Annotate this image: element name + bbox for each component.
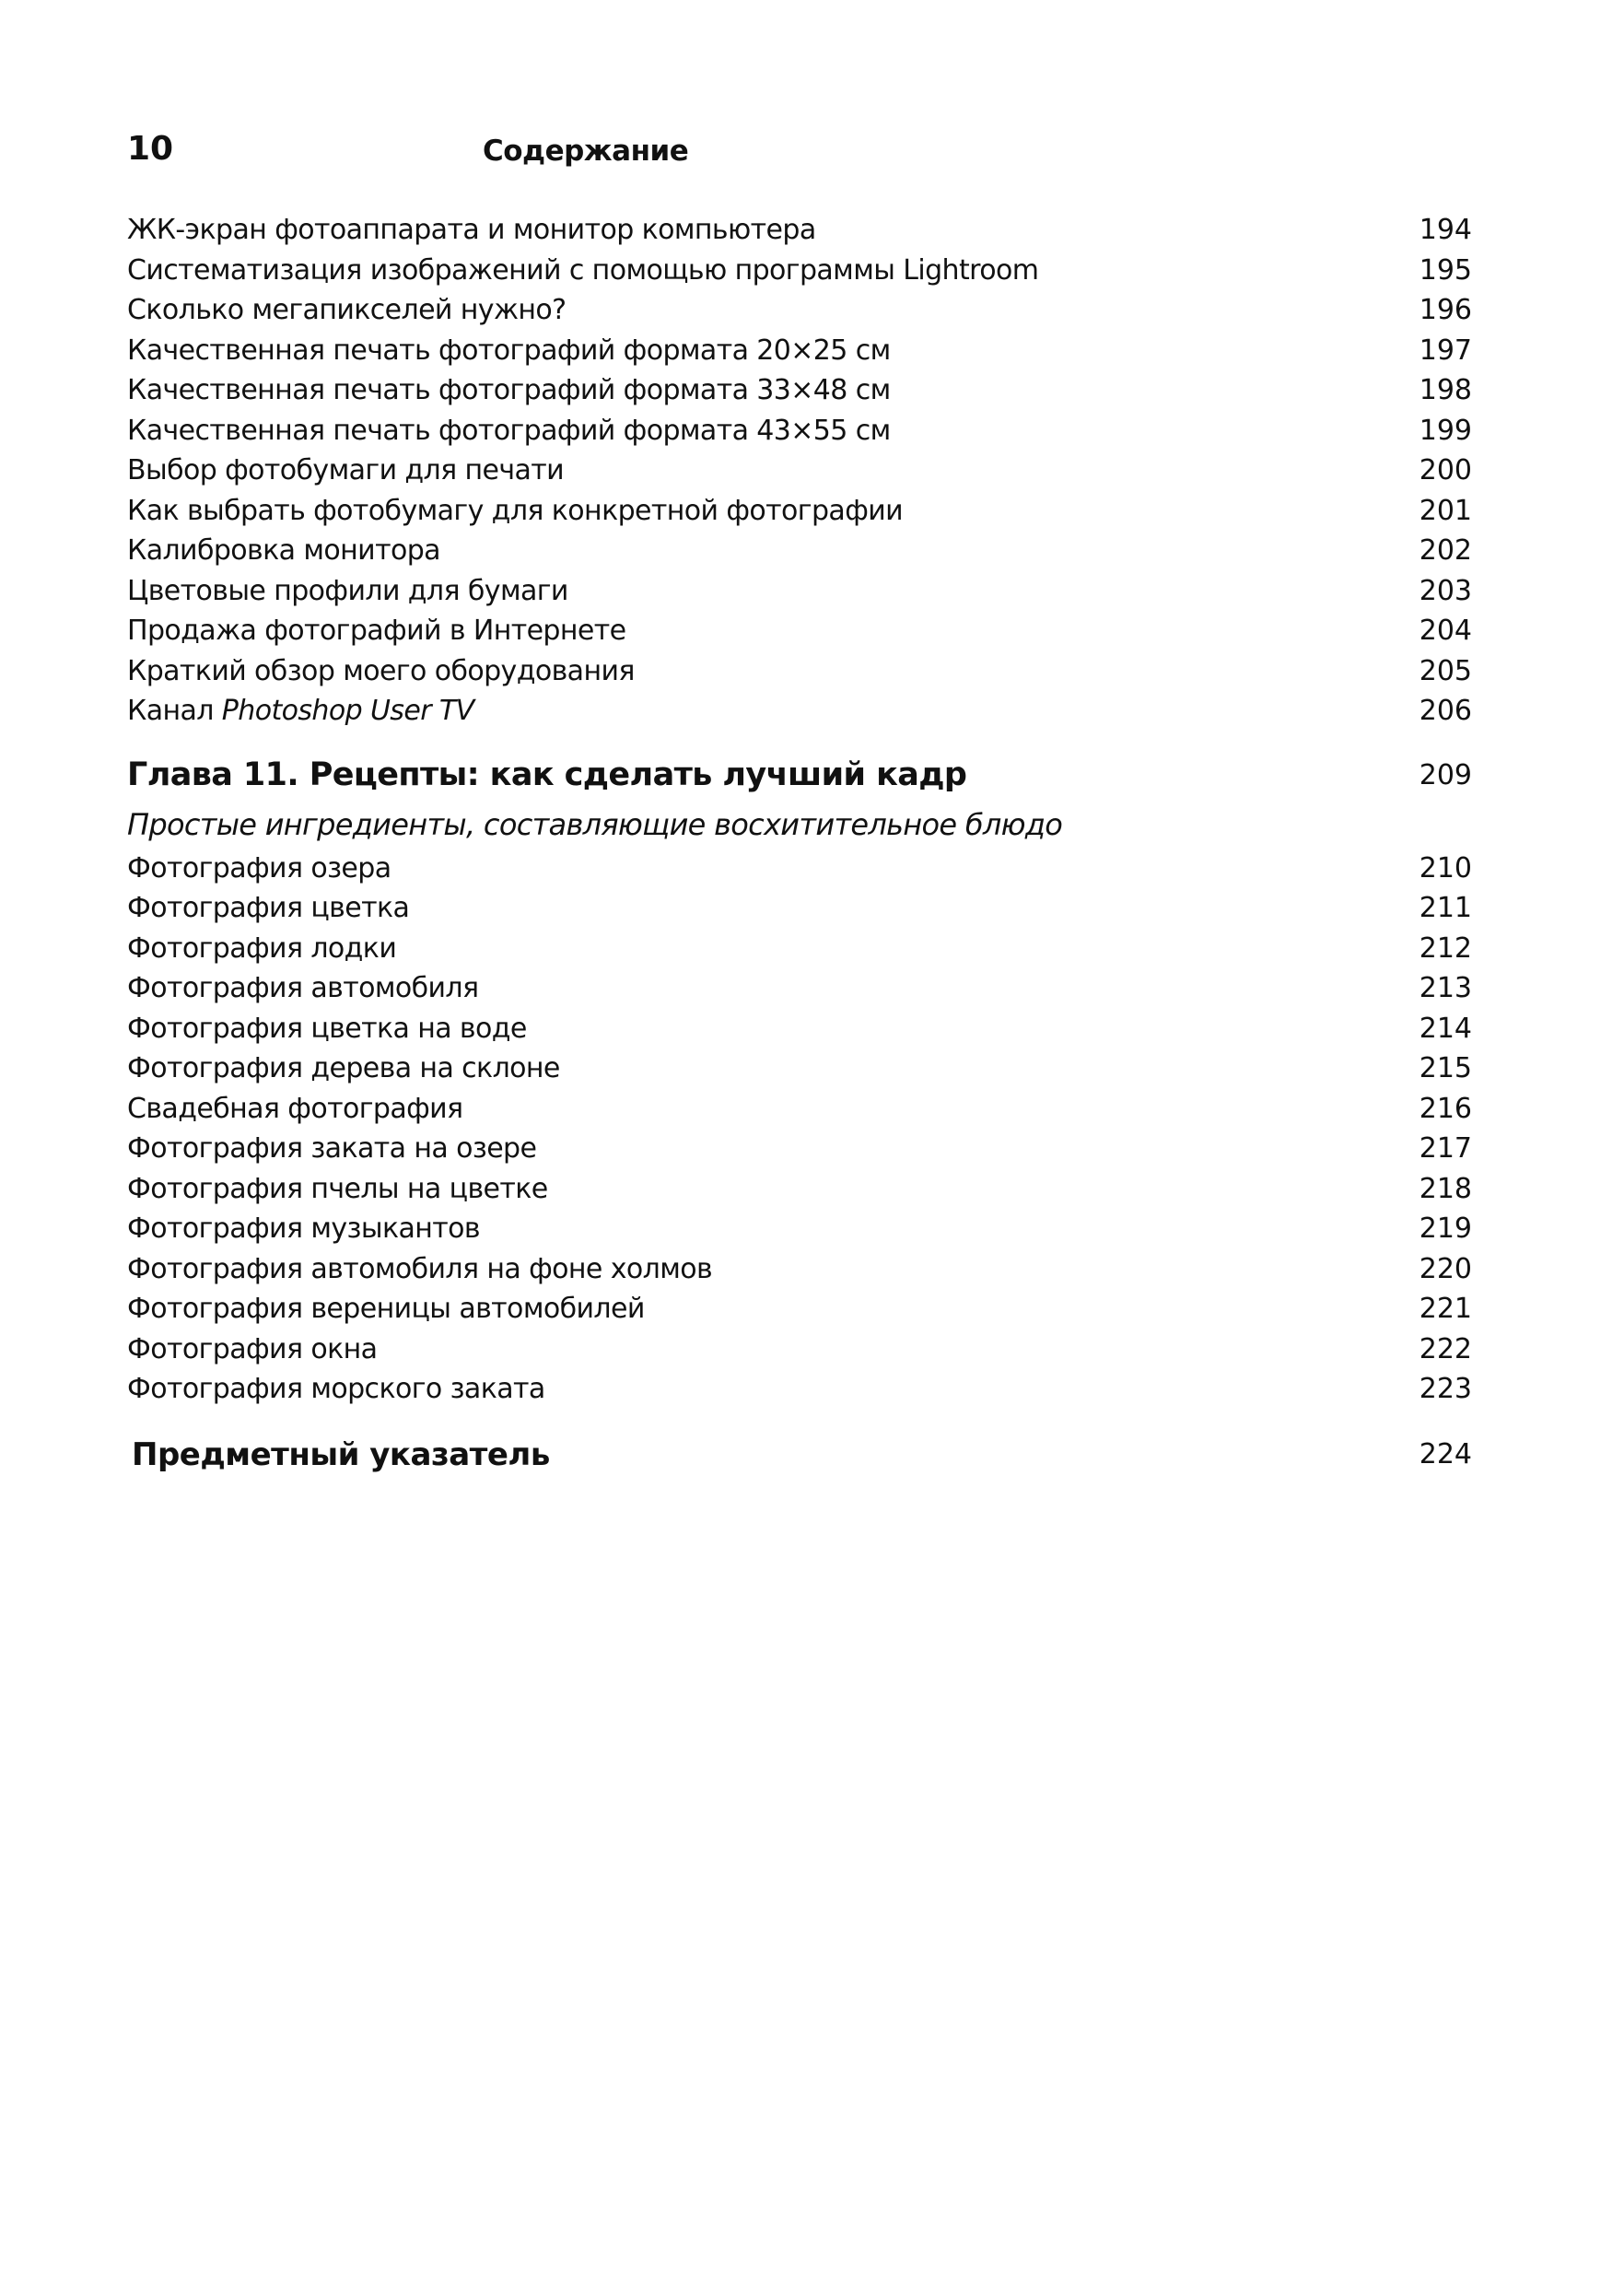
toc-entry-page: 201 — [1419, 494, 1472, 527]
toc-entry — [127, 531, 1472, 571]
toc-entry-page: 221 — [1419, 1293, 1472, 1325]
toc-entry-title: Сколько мегапикселей нужно? — [127, 294, 567, 326]
toc-entry — [127, 331, 1472, 371]
index-page: 224 — [1419, 1437, 1472, 1470]
toc-entry — [127, 210, 1472, 251]
toc-entry-page: 194 — [1419, 214, 1472, 246]
toc-entry — [127, 451, 1472, 491]
toc-entry — [127, 571, 1472, 612]
toc-entry-page: 218 — [1419, 1172, 1472, 1205]
toc-entry-title: Фотография автомобиля на фоне холмов — [127, 1252, 713, 1285]
toc-entry-page: 212 — [1419, 931, 1472, 965]
toc-entry — [127, 1330, 1472, 1370]
toc-entry-title — [127, 691, 474, 732]
toc-entry-title-italic: Photoshop User TV — [221, 695, 474, 727]
toc-entry-page: 198 — [1419, 374, 1472, 406]
toc-entry-page: 210 — [1419, 851, 1472, 884]
toc-entry-title: Выбор фотобумаги для печати — [127, 454, 565, 486]
toc-entry-title: Калибровка монитора — [127, 534, 440, 567]
toc-entry-page: 213 — [1419, 972, 1472, 1004]
toc-entry-title: Качественная печать фотографий формата 20×25 см — [127, 334, 891, 367]
toc-entry-page: 197 — [1419, 334, 1472, 367]
toc-entry-page: 195 — [1419, 253, 1472, 287]
toc-entry-title: Фотография музыкантов — [127, 1212, 480, 1245]
toc-entry-title: Фотография заката на озере — [127, 1132, 537, 1165]
chapter-title: Глава 11. Рецепты: как сделать лучший кадр — [127, 756, 967, 793]
toc-entry-title: Фотография морского заката — [127, 1373, 545, 1405]
toc-entry-page: 203 — [1419, 574, 1472, 607]
toc-entry-title: Цветовые профили для бумаги — [127, 574, 568, 607]
toc-entry-page: 220 — [1419, 1252, 1472, 1285]
toc-entry-title: Фотография цветка — [127, 892, 410, 924]
toc-entry-title: Фотография вереницы автомобилей — [127, 1293, 645, 1325]
toc-entry-title-plain: Канал — [127, 695, 222, 727]
toc-entry — [127, 651, 1472, 692]
toc-entry — [127, 370, 1472, 411]
toc-entry-title: Качественная печать фотографий формата 33×48 см — [127, 374, 891, 406]
toc-entry-title: Фотография окна — [127, 1332, 378, 1365]
toc-entry-title: Краткий обзор моего оборудования — [127, 654, 635, 687]
toc-entry-page: 217 — [1419, 1132, 1472, 1165]
chapter-subtitle: Простые ингредиенты, составляющие восхитительное блюдо — [127, 806, 1063, 842]
page-number: 10 — [127, 130, 174, 168]
toc-entry-page: 196 — [1419, 294, 1472, 326]
toc-entry-page: 214 — [1419, 1012, 1472, 1045]
toc-entry — [127, 1009, 1472, 1049]
toc-entry-title: Как выбрать фотобумагу для конкретной фотографии — [127, 494, 904, 527]
toc-entry-title: Фотография цветка на воде — [127, 1012, 527, 1045]
index-title: Предметный указатель — [132, 1435, 550, 1473]
toc-entry-title: Фотография озера — [127, 851, 391, 884]
toc-entry-page: 202 — [1419, 534, 1472, 567]
toc-entry — [127, 290, 1472, 331]
toc-entry-title: Свадебная фотография — [127, 1092, 463, 1125]
toc-entry-page: 205 — [1419, 654, 1472, 687]
toc-entry — [127, 968, 1472, 1009]
toc-entry-page: 215 — [1419, 1052, 1472, 1084]
toc-entry-page: 206 — [1419, 695, 1472, 727]
toc-entry — [127, 1129, 1472, 1169]
toc-entry — [127, 1089, 1472, 1130]
toc-entry — [127, 1048, 1472, 1089]
toc-entry-title: Качественная печать фотографий формата 43×55 см — [127, 414, 891, 447]
toc-entry — [127, 1169, 1472, 1210]
toc-entry — [127, 691, 1472, 732]
running-title: Содержание — [483, 135, 689, 168]
toc-entry — [127, 1289, 1472, 1330]
toc-entry-page: 204 — [1419, 615, 1472, 647]
toc-entry — [127, 411, 1472, 451]
toc-entry-title: Фотография автомобиля — [127, 972, 479, 1004]
toc-entry-title: Продажа фотографий в Интернете — [127, 615, 626, 647]
toc-entry-page: 222 — [1419, 1332, 1472, 1365]
toc-entry-title: Систематизация изображений с помощью программы Lightroom — [127, 253, 1039, 287]
toc-entry-title: Фотография дерева на склоне — [127, 1052, 560, 1084]
table-of-contents — [127, 210, 1472, 1481]
toc-entry-page: 219 — [1419, 1212, 1472, 1245]
toc-entry — [127, 849, 1472, 889]
toc-entry — [127, 1369, 1472, 1410]
toc-entry — [127, 251, 1472, 291]
toc-entry-title: ЖК-экран фотоаппарата и монитор компьютера — [127, 214, 816, 246]
toc-entry-page: 223 — [1419, 1373, 1472, 1405]
chapter-page: 209 — [1419, 758, 1472, 791]
toc-entry-page: 211 — [1419, 892, 1472, 924]
toc-entry — [127, 491, 1472, 532]
toc-entry — [127, 888, 1472, 929]
toc-entry-title: Фотография пчелы на цветке — [127, 1172, 548, 1205]
toc-entry — [127, 1249, 1472, 1290]
chapter-heading — [127, 750, 1472, 801]
index-entry — [127, 1429, 1472, 1481]
toc-entry — [127, 611, 1472, 651]
toc-entry — [127, 929, 1472, 969]
toc-entry — [127, 1209, 1472, 1249]
toc-entry-page: 200 — [1419, 454, 1472, 486]
toc-entry-page: 216 — [1419, 1092, 1472, 1125]
toc-entry-title: Фотография лодки — [127, 931, 397, 965]
toc-entry-page: 199 — [1419, 414, 1472, 447]
